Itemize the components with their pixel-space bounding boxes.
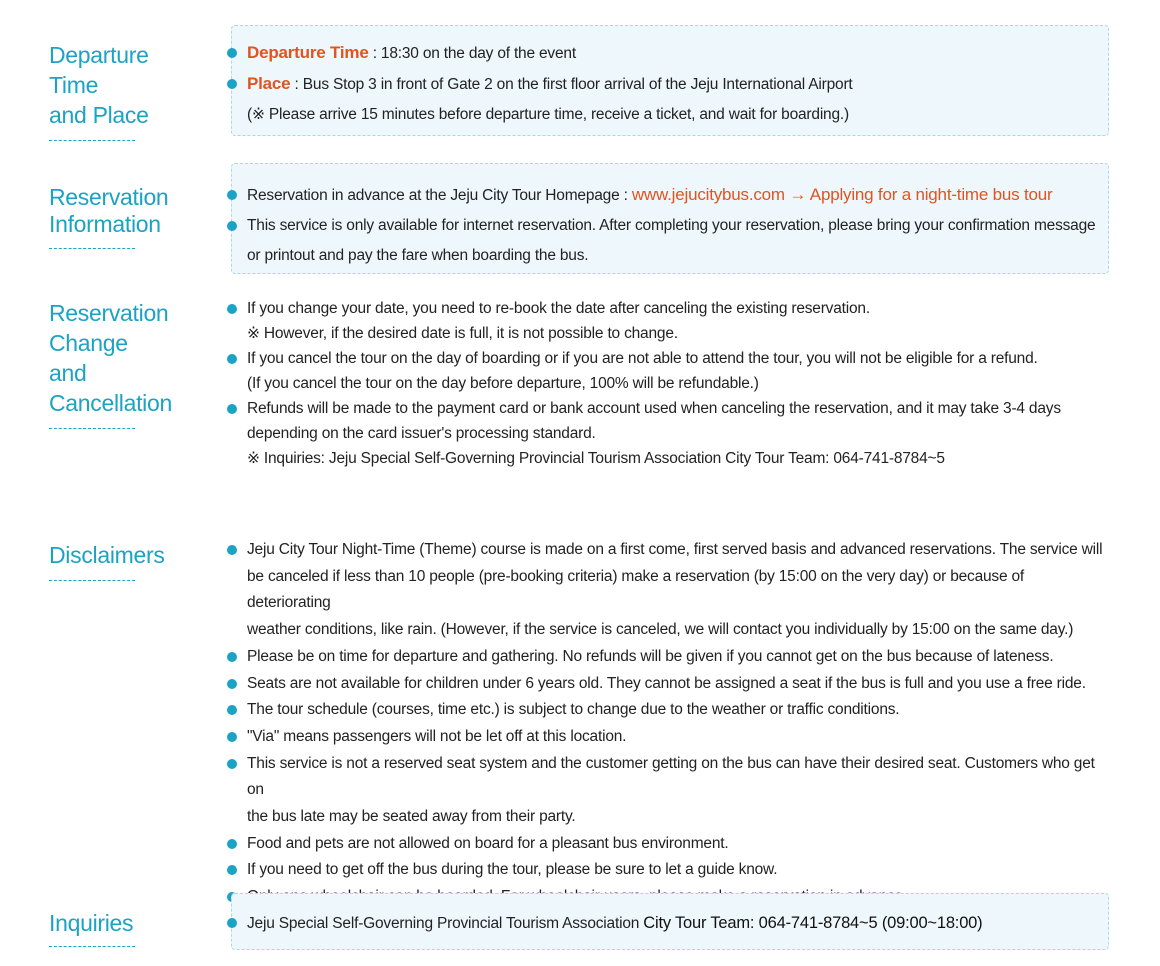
bullet-icon [227,190,237,200]
reservation-internet-line-2: or printout and pay the fare when boarding the bus. [247,247,589,264]
change-item-1: If you change your date, you need to re-book the date after canceling the existing reservation. [247,300,870,317]
heading-departure-line-3: and Place [49,102,149,128]
bullet-icon [227,221,237,231]
bullet-icon [227,759,237,769]
list-item [226,537,1110,644]
disclaimer-7: Food and pets are not allowed on board for a pleasant bus environment. [247,834,729,852]
bullet-icon [227,705,237,715]
reservation-internet-line-1: This service is only available for internet reservation. After completing your reservation, please bring your confirmation message [247,217,1096,234]
departure-time-label: Departure Time [247,43,369,62]
disclaimers-list [226,537,1110,911]
bullet-icon [227,48,237,58]
heading-reservation [49,184,168,249]
disclaimer-6-line-1: This service is not a reserved seat system and the customer getting on the bus can have their desired seat. Customers who get on [247,754,1095,799]
disclaimer-4: The tour schedule (courses, time etc.) is subject to change due to the weather or traffic conditions. [247,701,900,719]
bullet-icon [227,545,237,555]
departure-time-value: : 18:30 on the day of the event [368,45,576,62]
disclaimer-1-line-3: weather conditions, like rain. (However, if the service is canceled, we will contact you individually by 15:00 on the same day.) [247,621,1074,639]
disclaimer-1-line-2: be canceled if less than 10 people (pre-booking criteria) make a reservation (by 15:00 on the very day) or because of deteriorating [247,567,1025,612]
list-item [226,211,1110,271]
heading-change-line-1: Reservation [49,300,169,326]
bullet-icon [227,304,237,314]
reservation-list [226,180,1110,271]
heading-inquiries-line-1: Inquiries [49,910,134,936]
bullet-icon [227,404,237,414]
heading-disclaimers-line-1: Disclaimers [49,542,165,568]
list-item [226,857,1110,884]
heading-departure [49,40,149,141]
heading-divider [49,580,135,581]
heading-divider [49,140,135,141]
change-item-3-line-1: Refunds will be made to the payment card or bank account used when canceling the reservation, and it may take 3-4 days [247,400,1061,417]
list-item [226,38,1110,69]
list-item [226,751,1110,831]
heading-change-line-4: Cancellation [49,390,172,416]
disclaimer-8: If you need to get off the bus during the tour, please be sure to let a guide know. [247,861,778,879]
place-value: : Bus Stop 3 in front of Gate 2 on the first floor arrival of the Jeju International Airport [290,76,853,93]
list-item [226,180,1110,211]
change-item-2: If you cancel the tour on the day of boarding or if you are not able to attend the tour, you will not be eligible for a refund. [247,350,1038,367]
heading-disclaimers [49,540,165,581]
heading-reservation-line-1: Reservation [49,184,169,210]
heading-divider [49,428,135,429]
bullet-icon [227,865,237,875]
list-item [226,644,1110,671]
disclaimer-5: "Via" means passengers will not be let off at this location. [247,727,627,745]
list-item [226,831,1110,858]
departure-list [226,38,1110,130]
inquiries-list [226,908,1110,939]
list-item [226,296,1110,346]
bullet-icon [227,79,237,89]
list-item [226,697,1110,724]
bullet-icon [227,354,237,364]
list-item [226,724,1110,751]
homepage-link[interactable]: www.jejucitybus.com [631,185,785,204]
bullet-icon [227,652,237,662]
heading-change-line-2: Change [49,330,128,356]
change-item-2-note: (If you cancel the tour on the day before departure, 100% will be refundable.) [247,375,759,392]
heading-change-line-3: and [49,360,87,386]
list-item [226,69,1110,100]
list-item [226,908,1110,939]
inquiries-text: Jeju Special Self-Governing Provincial Tourism Association [247,915,644,932]
bullet-icon [227,918,237,928]
list-item [226,396,1110,471]
bullet-icon [227,679,237,689]
reservation-homepage-text: Reservation in advance at the Jeju City Tour Homepage : [247,187,632,204]
list-item [226,346,1110,396]
change-item-1-note: ※ However, if the desired date is full, it is not possible to change. [247,325,678,342]
list-item [226,671,1110,698]
heading-inquiries [49,908,135,947]
heading-divider [49,248,135,249]
heading-departure-line-1: Departure [49,42,149,68]
bullet-icon [227,839,237,849]
heading-divider [49,946,135,947]
disclaimer-3: Seats are not available for children under 6 years old. They cannot be assigned a seat if the bus is full and you use a free ride. [247,674,1086,692]
disclaimer-6-line-2: the bus late may be seated away from their party. [247,808,576,826]
change-item-3-line-2: depending on the card issuer's processing standard. [247,425,596,442]
inquiries-team-phone: City Tour Team: 064-741-8784~5 (09:00~18:00) [643,914,983,932]
change-item-3-note: ※ Inquiries: Jeju Special Self-Governing Provincial Tourism Association City Tour Team: 064-741-8784~5 [247,450,945,467]
change-list [226,296,1110,471]
heading-reservation-line-2: Information [49,211,161,237]
disclaimer-1-line-1: Jeju City Tour Night-Time (Theme) course is made on a first come, first served basis and advanced reservations. The service will [247,541,1103,558]
heading-change [49,298,172,429]
heading-departure-line-2: Time [49,72,99,98]
night-tour-link[interactable]: → Applying for a night-time bus tour [784,185,1053,204]
disclaimer-2: Please be on time for departure and gathering. No refunds will be given if you cannot get on the bus because of lateness. [247,647,1054,665]
bullet-icon [227,732,237,742]
departure-note: (※ Please arrive 15 minutes before departure time, receive a ticket, and wait for boarding.) [247,106,849,123]
place-label: Place [247,74,291,93]
